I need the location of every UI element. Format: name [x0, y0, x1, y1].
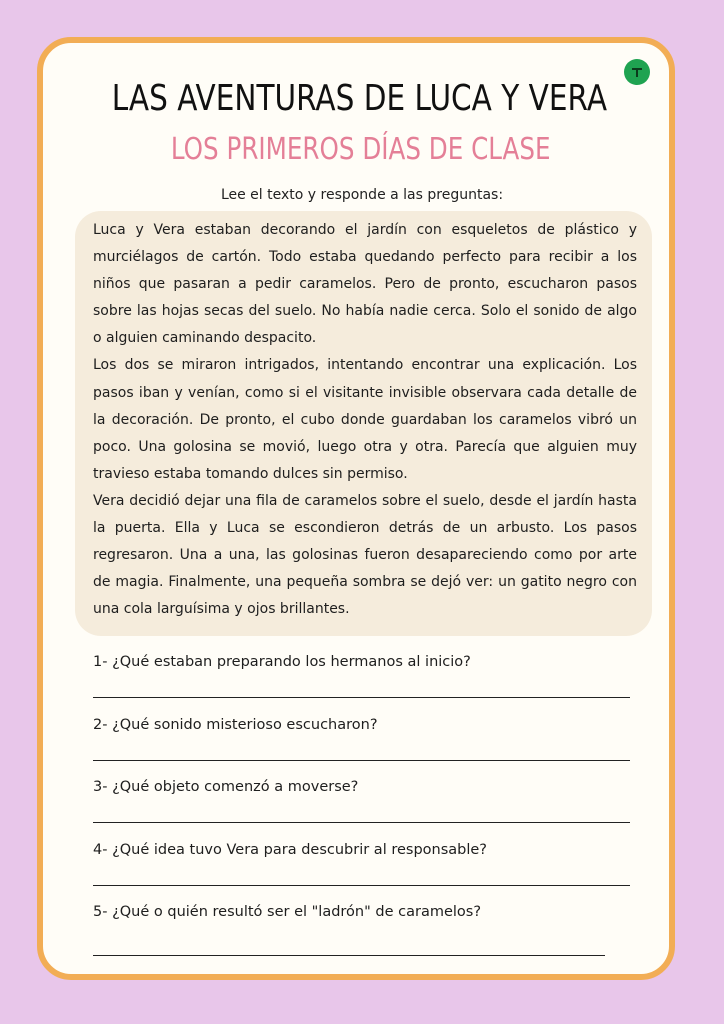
instruction-text: Lee el texto y responde a las preguntas: — [220, 187, 504, 203]
worksheet-title: LAS AVENTURAS DE LUCA Y VERA — [111, 78, 608, 119]
question-2 — [93, 717, 633, 780]
question-text: 4- ¿Qué idea tuvo Vera para descubrir al responsable? — [93, 841, 487, 858]
answer-line[interactable] — [93, 760, 630, 761]
reading-paragraph-2: Los dos se miraron intrigados, intentando encontrar una explicación. Los pasos iban y venían, como si el visitante invisible observara cada detalle de la decoración. De pronto, el cubo donde guardaban los caramelos vibró un poco. Una golosina se movió, luego otra y otra. Parecía que alguien muy travieso estaba tomando dulces sin permiso. — [93, 357, 637, 482]
questions-list — [93, 654, 633, 967]
reading-paragraph-3: Vera decidió dejar una fila de caramelos sobre el suelo, desde el jardín hasta la puerta. Ella y Luca se escondieron detrás de un arbusto. Los pasos regresaron. Una a una, las golosinas fueron desapareciendo como por arte de magia. Finalmente, una pequeña sombra se dejó ver: un gatito negro con una cola larguísima y ojos brillantes. — [93, 492, 637, 618]
question-text: 5- ¿Qué o quién resultó ser el "ladrón" de caramelos? — [93, 904, 482, 920]
question-1 — [93, 654, 633, 717]
question-4 — [93, 842, 633, 905]
answer-line[interactable] — [93, 822, 630, 823]
question-text: 2- ¿Qué sonido misterioso escucharon? — [93, 716, 378, 733]
question-text: 3- ¿Qué objeto comenzó a moverse? — [93, 779, 359, 795]
question-5 — [93, 904, 633, 967]
worksheet-subtitle: LOS PRIMEROS DÍAS DE CLASE — [170, 132, 551, 167]
reading-text — [93, 217, 637, 623]
question-3 — [93, 779, 633, 842]
reading-paragraph-1: Luca y Vera estaban decorando el jardín con esqueletos de plástico y murciélagos de cartón. Todo estaba quedando perfecto para recibir a los niños que pasaran a pedir caramelos. Pero de pronto, escucharon pasos sobre las hojas secas del suelo. No había nadie cerca. Solo el sonido de algo o alguien caminando despacito. — [93, 222, 637, 347]
answer-line[interactable] — [93, 697, 630, 698]
question-text: 1- ¿Qué estaban preparando los hermanos al inicio? — [93, 654, 471, 670]
answer-line[interactable] — [93, 885, 630, 886]
answer-line[interactable] — [93, 955, 605, 956]
